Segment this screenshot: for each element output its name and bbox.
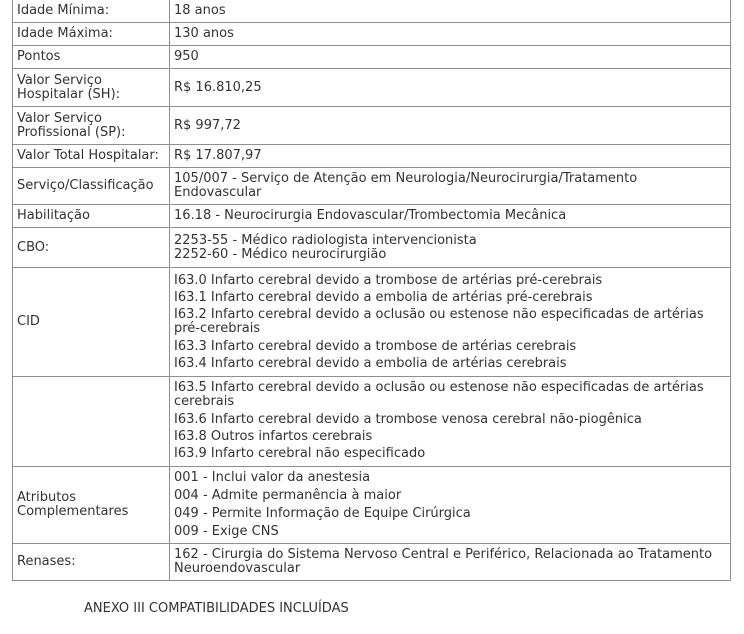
list-item: I63.0 Infarto cerebral devido a trombose de artérias pré-cerebrais — [174, 273, 603, 288]
row-label: Valor Total Hospitalar: — [13, 145, 170, 168]
row-label: Habilitação — [13, 205, 170, 228]
table-row-cid-cont — [13, 377, 731, 467]
list-item: I63.5 Infarto cerebral devido a oclusão ou estenose não especificadas de artérias cerebrais — [174, 380, 704, 409]
cbo-list — [170, 228, 731, 268]
table-row — [13, 205, 731, 228]
row-value: 16.18 - Neurocirurgia Endovascular/Trombectomia Mecânica — [170, 205, 731, 228]
list-item: 2252-60 - Médico neurocirurgião — [174, 246, 387, 262]
list-item: 2253-55 - Médico radiologista intervencionista — [174, 232, 477, 248]
table-row-cbo — [13, 228, 731, 268]
list-item: 049 - Permite Informação de Equipe Cirúrgica — [174, 506, 471, 521]
table-row — [13, 168, 731, 205]
row-value: R$ 997,72 — [170, 107, 731, 145]
row-value: 162 - Cirurgia do Sistema Nervoso Central e Periférico, Relacionada ao Tratamento Neuroendovascular — [170, 544, 731, 581]
list-item: I63.6 Infarto cerebral devido a trombose venosa cerebral não-piogênica — [174, 412, 642, 427]
row-value: R$ 17.807,97 — [170, 145, 731, 168]
row-value: R$ 16.810,25 — [170, 69, 731, 107]
row-value: 105/007 - Serviço de Atenção em Neurologia/Neurocirurgia/Tratamento Endovascular — [170, 168, 731, 205]
cid-list — [170, 268, 731, 377]
row-label: Pontos — [13, 46, 170, 69]
row-label: Renases: — [13, 544, 170, 581]
table-row — [13, 0, 731, 23]
procedure-table — [12, 0, 731, 581]
list-item: I63.8 Outros infartos cerebrais — [174, 429, 373, 444]
table-row — [13, 69, 731, 107]
atributos-list — [170, 467, 731, 544]
row-label: Valor Serviço Hospitalar (SH): — [13, 69, 170, 107]
list-item: 001 - Inclui valor da anestesia — [174, 470, 371, 485]
row-label: CID — [13, 268, 170, 377]
row-label: Serviço/Classificação — [13, 168, 170, 205]
list-item: I63.4 Infarto cerebral devido a embolia de artérias cerebrais — [174, 356, 567, 371]
row-value: 130 anos — [170, 23, 731, 46]
row-value: 18 anos — [170, 0, 731, 23]
list-item: 009 - Exige CNS — [174, 524, 279, 539]
list-item: I63.9 Infarto cerebral não especificado — [174, 446, 426, 461]
table-row — [13, 107, 731, 145]
table-row — [13, 23, 731, 46]
row-value: 950 — [170, 46, 731, 69]
row-label: CBO: — [13, 228, 170, 268]
table-row-atributos — [13, 467, 731, 544]
row-label: Atributos Complementares — [13, 467, 170, 544]
row-label: Idade Mínima: — [13, 0, 170, 23]
cid-list-cont — [170, 377, 731, 467]
list-item: 004 - Admite permanência à maior — [174, 488, 402, 503]
table-row-cid — [13, 268, 731, 377]
list-item: I63.1 Infarto cerebral devido a embolia de artérias pré-cerebrais — [174, 290, 593, 305]
list-item: I63.2 Infarto cerebral devido a oclusão ou estenose não especificadas de artérias pré-cerebrais — [174, 307, 704, 336]
table-row-renases — [13, 544, 731, 581]
row-label: Valor Serviço Profissional (SP): — [13, 107, 170, 145]
row-label: Idade Máxima: — [13, 23, 170, 46]
annex-title: ANEXO III COMPATIBILIDADES INCLUÍDAS — [84, 601, 349, 616]
row-label-empty — [13, 377, 170, 467]
table-row — [13, 46, 731, 69]
table-row — [13, 145, 731, 168]
list-item: I63.3 Infarto cerebral devido a trombose de artérias cerebrais — [174, 339, 577, 354]
